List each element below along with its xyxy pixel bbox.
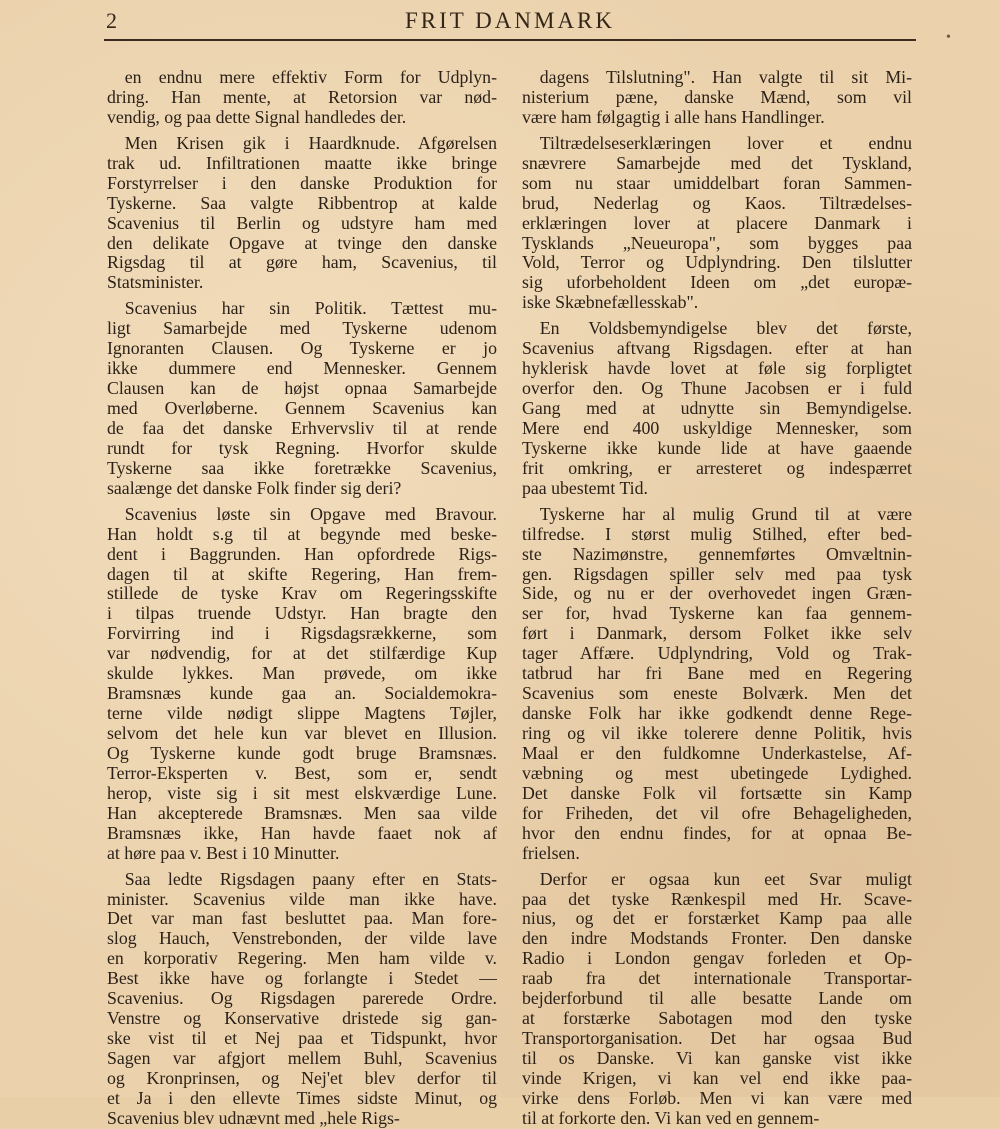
margin-mark: • (946, 30, 951, 45)
text-line: Sagen var afgjort mellem Buhl, Scavenius (107, 1049, 497, 1068)
text-line: Scavenius. Og Rigsdagen parerede Ordre. (107, 989, 497, 1009)
text-line: Gang med at udnytte sin Bemyndigelse. (522, 399, 912, 418)
text-line: nisterium pæne, danske Mænd, som vil (522, 87, 912, 107)
text-line: Saa ledte Rigsdagen paany efter en Stats- (107, 869, 497, 889)
text-line: frit omkring, er arresteret og indespærret (522, 458, 912, 478)
text-line: Scavenius til Berlin og udstyre ham med (107, 213, 497, 233)
text-line: Scavenius løste sin Opgave med Bravour. (107, 504, 497, 524)
text-line: stillede de tyske Krav om Regeringsskifte (107, 584, 497, 604)
text-line: Maal er den fuldkomne Underkastelse, Af- (522, 743, 912, 763)
text-line: dagens Tilslutning". Han valgte til sit Mi- (522, 68, 912, 87)
text-line: Han holdt s.g til at begynde med beske- (107, 524, 497, 544)
text-line: paa ubestemt Tid. (522, 478, 648, 498)
text-line: rundt for tysk Regning. Hvorfor skulde (107, 438, 497, 458)
text-line: ring og vil ikke tolerere denne Politik, hvis (522, 724, 912, 743)
text-line: ført i Danmark, dersom Folket ikke selv (522, 624, 912, 644)
text-line: til os Danske. Vi kan ganske vist ikke (522, 1049, 912, 1068)
text-line: den delikate Opgave at tvinge den danske (107, 233, 497, 253)
article-paragraph (522, 134, 912, 313)
text-line: vinde Krigen, vi kan vel end ikke paa- (522, 1068, 912, 1088)
text-line: Forstyrrelser i den danske Produktion for (107, 173, 497, 193)
text-line: frielsen. (522, 843, 580, 863)
text-line: brud, Nederlag og Kaos. Tiltrædelses- (522, 193, 912, 213)
text-line: en korporativ Regering. Men ham vilde v. (107, 949, 497, 969)
text-line: Clausen kan de højst opnaa Samarbejde (107, 379, 497, 399)
text-line: Scavenius som eneste Bolværk. Men det (522, 684, 912, 704)
text-line: ste Nazimønstre, gennemførtes Omvæltnin- (522, 544, 912, 564)
text-line: tilfredse. I størst mulig Stilhed, efter bed- (522, 524, 912, 544)
article-paragraph (522, 319, 912, 498)
text-line: Men Krisen gik i Haardknude. Afgørelsen (107, 133, 497, 153)
text-line: den indre Modstands Fronter. Den danske (522, 929, 912, 949)
text-line: Bramsnæs ikke, Han havde faaet nok af (107, 823, 497, 843)
text-line: hyklerisk havde lovet at føle sig forpligtet (522, 359, 912, 379)
text-line: med Overløberne. Gennem Scavenius kan (107, 399, 497, 418)
text-line: snævrere Samarbejde med det Tyskland, (522, 153, 912, 173)
text-line: danske Folk har ikke godkendt denne Rege- (522, 704, 912, 724)
article-paragraph (107, 870, 497, 1129)
text-line: slog Hauch, Venstrebonden, der vilde lave (107, 929, 497, 949)
text-line: Forvirring ind i Rigsdagsrækkerne, som (107, 624, 497, 644)
text-line: raab fra det internationale Transportar- (522, 969, 912, 989)
text-line: være ham følgagtig i alle hans Handlinger. (522, 107, 825, 127)
text-line: at forstærke Sabotagen mod den tyske (522, 1009, 912, 1029)
text-line: vendig, og paa dette Signal handledes der. (107, 107, 407, 127)
text-line: Scavenius aftvang Rigsdagen. efter at han (522, 339, 912, 359)
text-line: væbning og mest ubetingede Lydighed. (522, 763, 912, 783)
text-line: Ignoranten Clausen. Og Tyskerne er jo (107, 339, 497, 359)
text-line: Derfor er ogsaa kun eet Svar muligt (522, 869, 912, 889)
article-paragraph (522, 505, 912, 864)
text-line: at høre paa v. Best i 10 Minutter. (107, 843, 340, 863)
text-line: sig uforbeholdent Ideen om „det europæ- (522, 273, 912, 293)
text-line: i tilpas truende Udstyr. Han bragte den (107, 604, 497, 624)
text-line: Best ikke have og forlangte i Stedet — (107, 969, 497, 989)
text-line: Scavenius har sin Politik. Tættest mu- (107, 299, 497, 319)
text-line: selvom det hele kun var blevet en Illusion. (107, 724, 497, 743)
text-line: nius, og det er forstærket Kamp paa alle (522, 909, 912, 929)
article-paragraph (522, 68, 912, 128)
text-column-right (522, 68, 912, 1129)
text-line: Terror-Eksperten v. Best, som er, sendt (107, 763, 497, 783)
article-paragraph (107, 299, 497, 498)
text-line: ser for, hvad Tyskerne kan faa gennem- (522, 604, 912, 624)
text-column-left (107, 68, 497, 1129)
text-line: hvor den endnu findes, for at opnaa Be- (522, 823, 912, 843)
text-line: ligt Samarbejde med Tyskerne udenom (107, 319, 497, 339)
text-line: dent i Baggrunden. Han opfordrede Rigs- (107, 544, 497, 564)
text-line: som nu staar umiddelbart foran Sammen- (522, 173, 912, 193)
text-line: trak ud. Infiltrationen maatte ikke bringe (107, 153, 497, 173)
article-paragraph (107, 134, 497, 294)
text-line: Tyskerne. Saa valgte Ribbentrop at kalde (107, 193, 497, 213)
text-line: var nødvendig, for at det stilfærdige Kup (107, 644, 497, 664)
text-line: minister. Scavenius vilde man ikke have. (107, 889, 497, 909)
text-line: ikke dummere end Mennesker. Gennem (107, 359, 497, 379)
text-line: overfor den. Og Thune Jacobsen er i fuld (522, 379, 912, 399)
text-line: de faa det danske Erhvervsliv til at rende (107, 418, 497, 438)
article-paragraph (107, 68, 497, 128)
text-line: terne vilde nødigt slippe Magtens Tøjler, (107, 704, 497, 724)
page-number: 2 (106, 8, 117, 33)
text-line: Og Tyskerne kunde godt bruge Bramsnæs. (107, 743, 497, 763)
text-line: Tyskerne har al mulig Grund til at være (522, 504, 912, 524)
text-line: skulde lykkes. Man prøvede, om ikke (107, 664, 497, 684)
text-line: Bramsnæs kunde gaa an. Socialdemokra- (107, 684, 497, 704)
article-paragraph (522, 870, 912, 1129)
text-line: Rigsdag til at gøre ham, Scavenius, til (107, 253, 497, 273)
text-line: Venstre og Konservative dristede sig gan- (107, 1009, 497, 1029)
text-line: paa det tyske Rænkespil med Hr. Scave- (522, 889, 912, 909)
text-line: ske vist til et Nej paa et Tidspunkt, hvor (107, 1029, 497, 1049)
text-line: Vold, Terror og Udplyndring. Den tilslutter (522, 253, 912, 273)
text-line: tatbrud har fri Bane med en Regering (522, 664, 912, 684)
text-line: Transportorganisation. Det har ogsaa Bud (522, 1029, 912, 1049)
text-line: Han akcepterede Bramsnæs. Men saa vilde (107, 803, 497, 823)
text-line: et Ja i den ellevte Times sidste Minut, og (107, 1088, 497, 1108)
newspaper-title: FRIT DANMARK (404, 8, 616, 33)
text-line: erklæringen lover at placere Danmark i (522, 213, 912, 233)
text-line: Radio i London gengav forleden et Op- (522, 949, 912, 969)
text-line: Tysklands „Neueuropa", som bygges paa (522, 233, 912, 253)
text-line: og Kronprinsen, og Nej'et blev derfor til (107, 1068, 497, 1088)
text-line: Mere end 400 uskyldige Mennesker, som (522, 418, 912, 438)
text-line: Scavenius blev udnævnt med „hele Rigs- (107, 1108, 400, 1128)
text-line: Statsminister. (107, 273, 204, 293)
text-line: Tyskerne ikke kunde lide at have gaaende (522, 438, 912, 458)
text-line: til at forkorte den. Vi kan ved en gennem- (522, 1108, 820, 1128)
text-line: En Voldsbemyndigelse blev det første, (522, 319, 912, 339)
text-line: for Friheden, det vil ofre Behageligheden, (522, 803, 912, 823)
text-line: Tyskerne saa ikke foretrække Scavenius, (107, 458, 497, 478)
text-line: dring. Han mente, at Retorsion var nød- (107, 87, 497, 107)
article-paragraph (107, 505, 497, 864)
text-line: Side, og nu er der overhovedet ingen Græn- (522, 584, 912, 604)
text-line: en endnu mere effektiv Form for Udplyn- (107, 68, 497, 87)
text-line: dagen til at skifte Regering, Han frem- (107, 564, 497, 584)
text-line: Det var man fast besluttet paa. Man fore- (107, 909, 497, 929)
text-line: iske Skæbnefællesskab". (522, 293, 699, 313)
text-line: Det danske Folk vil fortsætte sin Kamp (522, 783, 912, 803)
text-line: virke dens Forløb. Men vi kan være med (522, 1088, 912, 1108)
text-line: saalænge det danske Folk finder sig deri? (107, 478, 402, 498)
header-rule (104, 39, 916, 41)
text-line: bejderforbund til alle besatte Lande om (522, 989, 912, 1009)
text-line: Tiltrædelseserklæringen lover et endnu (522, 133, 912, 153)
text-line: gen. Rigsdagen spiller selv med paa tysk (522, 564, 912, 584)
text-line: tager Affære. Udplyndring, Vold og Trak- (522, 644, 912, 664)
text-line: herop, viste sig i sit mest elskværdige Lune. (107, 783, 497, 803)
